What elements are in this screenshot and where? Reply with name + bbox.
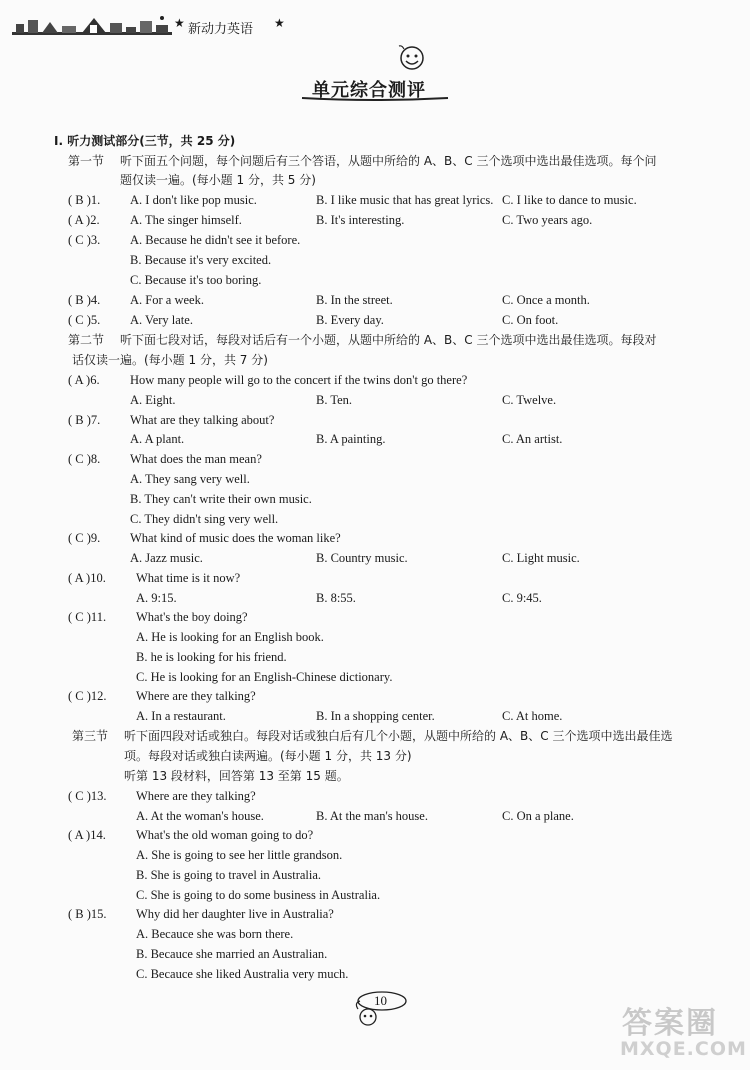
option-b: B. Country music. bbox=[316, 551, 408, 565]
option-c: C. Twelve. bbox=[502, 393, 557, 407]
section2-label: 第二节 bbox=[68, 333, 105, 347]
answer-mark: ( A )14. bbox=[68, 828, 106, 842]
option-c: C. Light music. bbox=[502, 551, 580, 565]
title-block bbox=[300, 44, 450, 104]
option-b: B. At the man's house. bbox=[316, 809, 428, 823]
answer-mark: ( C )8. bbox=[68, 452, 101, 466]
question-stem: What does the man mean? bbox=[130, 452, 262, 466]
star-icon: ★ bbox=[174, 16, 185, 30]
answer-mark: ( C )11. bbox=[68, 610, 107, 624]
page-number-badge bbox=[346, 983, 418, 1029]
answer-mark: ( B )7. bbox=[68, 413, 101, 427]
section3-instructions-cont: 项。每段对话或独白读两遍。(每小题 1 分，共 13 分) bbox=[124, 749, 412, 763]
answer-mark: ( A )2. bbox=[68, 213, 100, 227]
question-stem: What are they talking about? bbox=[130, 413, 275, 427]
option-c: C. Becauce she liked Australia very much. bbox=[136, 967, 349, 981]
section2-instructions: 听下面七段对话，每段对话后有一个小题，从题中所给的 A、B、C 三个选项中选出最佳选项。每段对 bbox=[120, 333, 657, 347]
option-c: C. Two years ago. bbox=[502, 213, 593, 227]
smiley-icon bbox=[395, 44, 429, 74]
section1-instructions: 听下面五个问题，每个问题后有三个答语，从题中所给的 A、B、C 三个选项中选出最佳选项。每个问 bbox=[120, 154, 657, 168]
option-a: A. Because he didn't see it before. bbox=[130, 233, 301, 247]
option-b: B. he is looking for his friend. bbox=[136, 650, 287, 664]
section3-material-note: 听第 13 段材料，回答第 13 至第 15 题。 bbox=[124, 769, 349, 783]
option-c: C. On a plane. bbox=[502, 809, 574, 823]
option-a: A. Jazz music. bbox=[130, 551, 203, 565]
option-b: B. Becauce she married an Australian. bbox=[136, 947, 328, 961]
option-a: A. 9:15. bbox=[136, 591, 177, 605]
option-b: B. In the street. bbox=[316, 293, 393, 307]
brand-name: 新动力英语 bbox=[188, 22, 254, 37]
option-b: B. I like music that has great lyrics. bbox=[316, 193, 494, 207]
answer-mark: ( C )9. bbox=[68, 531, 101, 545]
question-stem: How many people will go to the concert if the twins don't go there? bbox=[130, 373, 468, 387]
option-c: C. 9:45. bbox=[502, 591, 542, 605]
option-a: A. He is looking for an English book. bbox=[136, 630, 324, 644]
page-title: 单元综合测评 bbox=[312, 80, 426, 101]
watermark-text: 答案圈 bbox=[622, 1006, 718, 1041]
option-a: A. A plant. bbox=[130, 432, 185, 446]
option-a: A. She is going to see her little grandson. bbox=[136, 848, 343, 862]
answer-mark: ( C )13. bbox=[68, 789, 107, 803]
skyline-decoration-icon bbox=[12, 14, 172, 40]
section1-instructions-cont: 题仅读一遍。(每小题 1 分，共 5 分) bbox=[120, 173, 316, 187]
answer-mark: ( C )3. bbox=[68, 233, 101, 247]
option-b: B. She is going to travel in Australia. bbox=[136, 868, 322, 882]
question-stem: Where are they talking? bbox=[136, 789, 256, 803]
option-c: C. He is looking for an English-Chinese dictionary. bbox=[136, 670, 393, 684]
section1-label: 第一节 bbox=[68, 154, 105, 168]
section3-instructions: 听下面四段对话或独白。每段对话或独白后有几个小题，从题中所给的 A、B、C 三个选项中选出最佳选 bbox=[124, 729, 673, 743]
question-stem: What's the old woman going to do? bbox=[136, 828, 314, 842]
option-c: C. At home. bbox=[502, 709, 563, 723]
option-c: C. She is going to do some business in Australia. bbox=[136, 888, 381, 902]
option-a: A. Very late. bbox=[130, 313, 193, 327]
section3-label: 第三节 bbox=[72, 729, 109, 743]
header bbox=[12, 14, 312, 40]
part-heading: I. 听力测试部分(三节，共 25 分) bbox=[54, 134, 236, 148]
question-stem: What's the boy doing? bbox=[136, 610, 248, 624]
answer-mark: ( C )12. bbox=[68, 689, 107, 703]
watermark-logo bbox=[614, 998, 747, 1062]
option-b: B. Because it's very excited. bbox=[130, 253, 272, 267]
answer-mark: ( C )5. bbox=[68, 313, 101, 327]
option-a: A. Eight. bbox=[130, 393, 176, 407]
answer-mark: ( A )6. bbox=[68, 373, 100, 387]
answer-mark: ( B )4. bbox=[68, 293, 101, 307]
star-icon: ★ bbox=[274, 16, 285, 30]
option-a: A. The singer himself. bbox=[130, 213, 242, 227]
option-b: B. In a shopping center. bbox=[316, 709, 435, 723]
question-stem: What time is it now? bbox=[136, 571, 241, 585]
option-b: B. Every day. bbox=[316, 313, 384, 327]
section2-instructions-cont: 话仅读一遍。(每小题 1 分，共 7 分) bbox=[72, 353, 268, 367]
option-b: B. 8:55. bbox=[316, 591, 356, 605]
option-b: B. It's interesting. bbox=[316, 213, 405, 227]
watermark-domain: MXQE.COM bbox=[620, 1038, 747, 1060]
option-a: A. I don't like pop music. bbox=[130, 193, 257, 207]
option-a: A. For a week. bbox=[130, 293, 204, 307]
option-c: C. Once a month. bbox=[502, 293, 590, 307]
option-a: A. Becauce she was born there. bbox=[136, 927, 294, 941]
option-b: B. They can't write their own music. bbox=[130, 492, 312, 506]
option-b: B. Ten. bbox=[316, 393, 353, 407]
option-b: B. A painting. bbox=[316, 432, 386, 446]
option-c: C. I like to dance to music. bbox=[502, 193, 637, 207]
option-a: A. In a restaurant. bbox=[136, 709, 226, 723]
question-stem: Why did her daughter live in Australia? bbox=[136, 907, 334, 921]
page-number: 10 bbox=[374, 993, 387, 1008]
option-a: A. At the woman's house. bbox=[136, 809, 264, 823]
question-stem: What kind of music does the woman like? bbox=[130, 531, 341, 545]
option-c: C. Because it's too boring. bbox=[130, 273, 262, 287]
answer-mark: ( B )15. bbox=[68, 907, 107, 921]
answer-mark: ( A )10. bbox=[68, 571, 106, 585]
question-stem: Where are they talking? bbox=[136, 689, 256, 703]
option-c: C. They didn't sing very well. bbox=[130, 512, 279, 526]
option-c: C. An artist. bbox=[502, 432, 563, 446]
option-c: C. On foot. bbox=[502, 313, 559, 327]
option-a: A. They sang very well. bbox=[130, 472, 250, 486]
answer-mark: ( B )1. bbox=[68, 193, 101, 207]
